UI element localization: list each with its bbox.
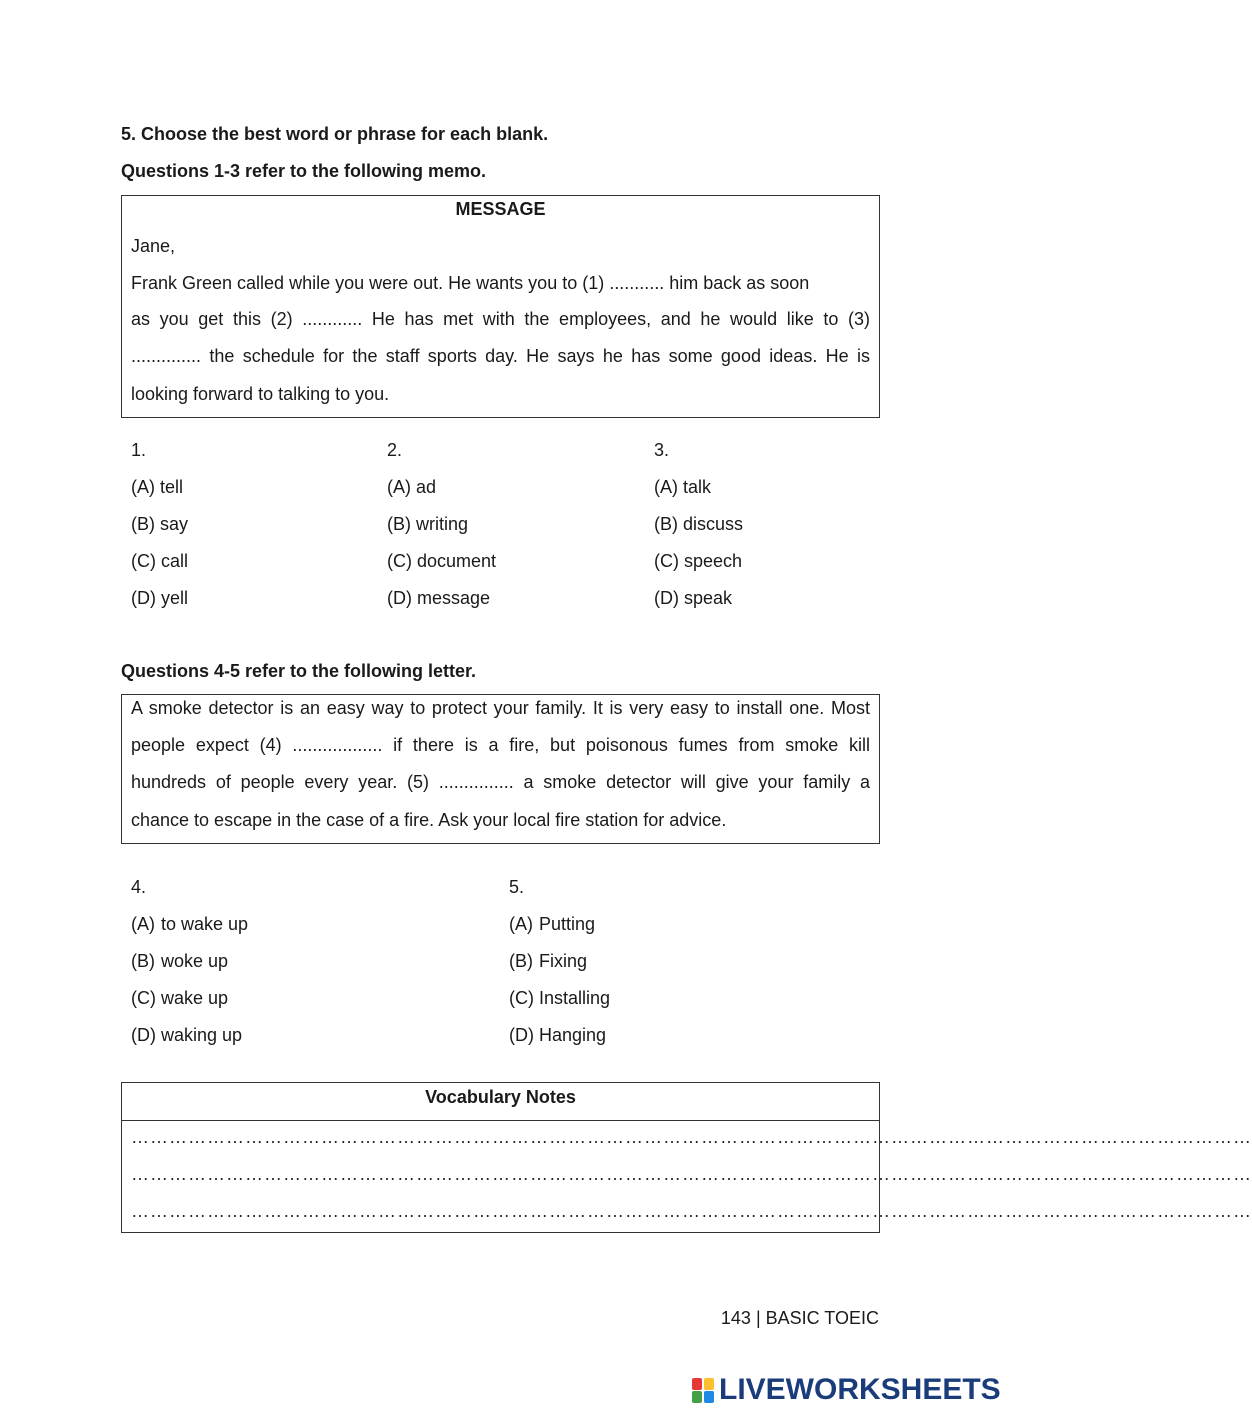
answer-option[interactable] (131, 950, 248, 987)
memo-line: Frank Green called while you were out. He wants you to (1) ........... him back as soon (131, 273, 810, 293)
option-letter: (A) (131, 914, 155, 934)
question-number: 5. (509, 877, 525, 897)
answer-option[interactable]: (A) ad (387, 477, 437, 497)
page-number: 143 | BASIC TOEIC (720, 1308, 879, 1328)
vocabulary-title: Vocabulary Notes (425, 1087, 576, 1107)
question-number: 4. (131, 877, 147, 897)
option-letter: (D) (131, 1025, 156, 1045)
vocabulary-line[interactable]: …………………………………………………………………………………………………………………………………………………………… (131, 1127, 1252, 1147)
option-letter: (C) (131, 988, 156, 1008)
answer-option[interactable] (509, 987, 610, 1024)
vocabulary-line[interactable]: …………………………………………………………………………………………………………………………………………………………… (131, 1164, 1252, 1184)
answer-option[interactable]: (D) message (387, 588, 491, 608)
question-number: 2. (387, 440, 403, 460)
vocabulary-divider (122, 1120, 879, 1121)
letter-line: A smoke detector is an easy way to protect your family. It is very easy to install one. Most (131, 698, 870, 718)
option-text: waking up (161, 1025, 243, 1045)
letter-questions-intro: Questions 4-5 refer to the following letter. (121, 661, 477, 681)
answer-option[interactable]: (A) talk (654, 477, 712, 497)
option-letter: (A) (509, 914, 533, 934)
logo-squares-icon (692, 1376, 716, 1404)
option-text: Fixing (539, 951, 588, 971)
memo-line: as you get this (2) ............ He has met with the employees, and he would like to (3) (131, 309, 870, 329)
question-5 (509, 876, 610, 1061)
option-text: to wake up (161, 914, 249, 934)
question-3 (654, 439, 743, 624)
answer-option[interactable] (131, 1024, 248, 1061)
answer-option[interactable]: (C) call (131, 551, 188, 571)
answer-option[interactable]: (C) speech (654, 551, 743, 571)
option-text: Installing (539, 988, 611, 1008)
answer-option[interactable]: (D) yell (131, 588, 188, 608)
option-text: Putting (539, 914, 596, 934)
letter-line: chance to escape in the case of a fire. Ask your local fire station for advice. (131, 810, 727, 830)
memo-line: looking forward to talking to you. (131, 384, 390, 404)
answer-option[interactable]: (B) writing (387, 514, 469, 534)
answer-option[interactable] (131, 913, 248, 950)
memo-line: .............. the schedule for the staff sports day. He says he has some good ideas. He is (131, 346, 870, 366)
option-letter: (B) (131, 951, 155, 971)
option-letter: (B) (509, 951, 533, 971)
answer-option[interactable] (509, 950, 610, 987)
option-text: Hanging (539, 1025, 607, 1045)
question-1 (131, 439, 188, 624)
option-text: woke up (161, 951, 229, 971)
answer-option[interactable]: (A) tell (131, 477, 184, 497)
answer-option[interactable] (509, 913, 610, 950)
answer-option[interactable]: (C) document (387, 551, 497, 571)
answer-option[interactable]: (D) speak (654, 588, 733, 608)
question-number: 3. (654, 440, 670, 460)
answer-option[interactable] (131, 987, 248, 1024)
question-4 (131, 876, 248, 1061)
liveworksheets-logo (692, 1373, 1001, 1407)
answer-option[interactable]: (B) say (131, 514, 189, 534)
memo-questions-intro: Questions 1-3 refer to the following memo. (121, 161, 487, 181)
answer-option[interactable] (509, 1024, 610, 1061)
option-letter: (C) (509, 988, 534, 1008)
letter-line: hundreds of people every year. (5) ............... a smoke detector will give your family a (131, 772, 870, 792)
question-number: 1. (131, 440, 147, 460)
option-letter: (D) (509, 1025, 534, 1045)
memo-greeting: Jane, (131, 236, 176, 256)
answer-option[interactable]: (B) discuss (654, 514, 744, 534)
exercise-heading: 5. Choose the best word or phrase for each blank. (121, 124, 549, 144)
letter-line: people expect (4) .................. if there is a fire, but poisonous fumes from smoke kill (131, 735, 870, 755)
question-2 (387, 439, 496, 624)
logo-text: LIVEWORKSHEETS (719, 1373, 1001, 1406)
option-text: wake up (161, 988, 229, 1008)
memo-title: MESSAGE (455, 199, 546, 219)
vocabulary-line[interactable]: …………………………………………………………………………………………………………………………………………………………… (131, 1201, 1252, 1221)
